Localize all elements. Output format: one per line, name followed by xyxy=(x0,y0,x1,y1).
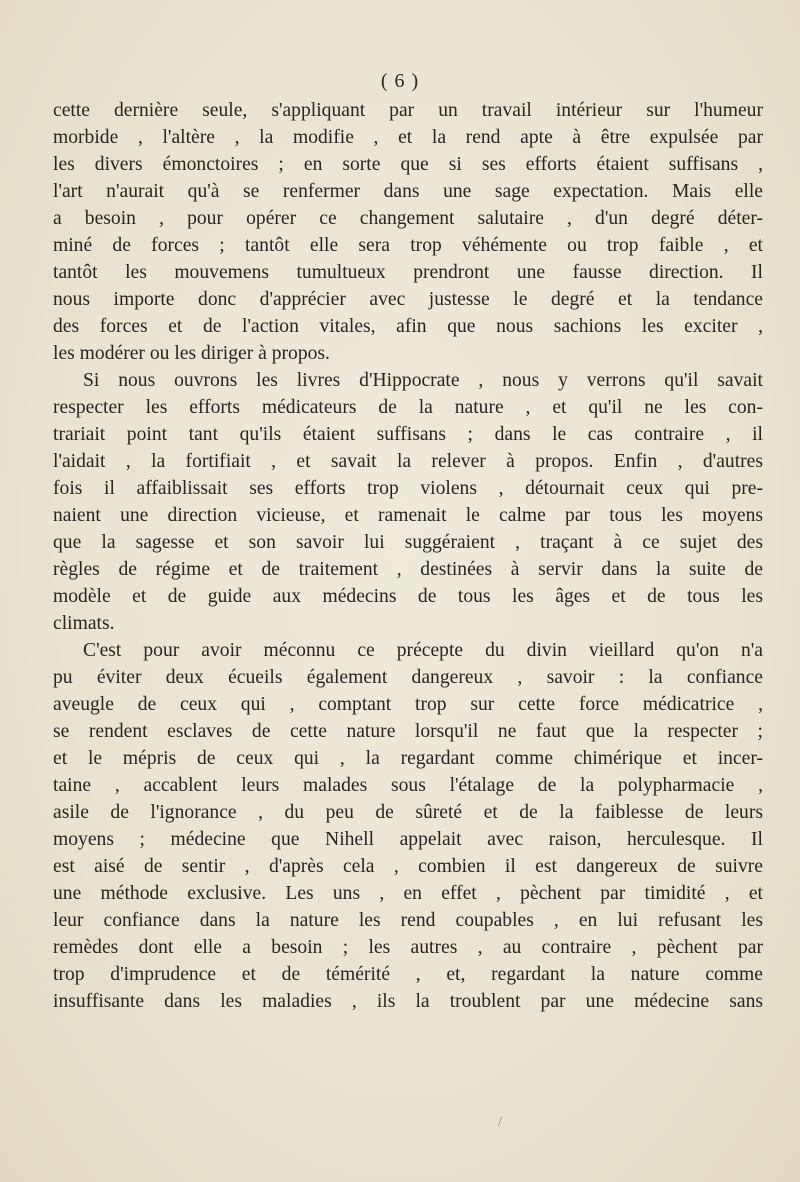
paragraph-start-line: Si nous ouvrons les livres d'Hippocrate , nous y verrons qu'il savait xyxy=(83,370,763,391)
text-line: miné de forces ; tantôt elle sera trop véhémente ou trop faible , et xyxy=(53,235,763,256)
text-line: trariait point tant qu'ils étaient suffisans ; dans le cas contraire , il xyxy=(53,424,763,445)
text-line: tantôt les mouvemens tumultueux prendront une fausse direction. Il xyxy=(53,262,763,283)
text-line: cette dernière seule, s'appliquant par un travail intérieur sur l'humeur xyxy=(53,100,763,121)
text-line: trop d'imprudence et de témérité , et, regardant la nature comme xyxy=(53,964,763,985)
text-line: leur confiance dans la nature les rend coupables , en lui refusant les xyxy=(53,910,763,931)
paragraph-end-line: les modérer ou les diriger à propos. xyxy=(53,343,330,364)
text-line: l'art n'aurait qu'à se renfermer dans une sage expectation. Mais elle xyxy=(53,181,763,202)
text-line: se rendent esclaves de cette nature lorsqu'il ne faut que la respecter ; xyxy=(53,721,763,742)
text-line: règles de régime et de traitement , destinées à servir dans la suite de xyxy=(53,559,763,580)
text-line: moyens ; médecine que Nihell appelait avec raison, herculesque. Il xyxy=(53,829,763,850)
page-number: ( 6 ) xyxy=(380,70,420,92)
text-line: naient une direction vicieuse, et ramenait le calme par tous les moyens xyxy=(53,505,763,526)
text-line: asile de l'ignorance , du peu de sûreté et de la faiblesse de leurs xyxy=(53,802,763,823)
paragraph-start-line: C'est pour avoir méconnu ce précepte du divin vieillard qu'on n'a xyxy=(83,640,763,661)
text-line: une méthode exclusive. Les uns , en effet , pèchent par timidité , et xyxy=(53,883,763,904)
text-line: respecter les efforts médicateurs de la nature , et qu'il ne les con- xyxy=(53,397,763,418)
text-line: que la sagesse et son savoir lui suggéraient , traçant à ce sujet des xyxy=(53,532,763,553)
text-line: taine , accablent leurs malades sous l'étalage de la polypharmacie , xyxy=(53,775,763,796)
text-line: remèdes dont elle a besoin ; les autres , au contraire , pèchent par xyxy=(53,937,763,958)
body-text xyxy=(53,97,763,1015)
text-line: est aisé de sentir , d'après cela , combien il est dangereux de suivre xyxy=(53,856,763,877)
text-line: nous importe donc d'apprécier avec justesse le degré et la tendance xyxy=(53,289,763,310)
text-line: les divers émonctoires ; en sorte que si ses efforts étaient suffisans , xyxy=(53,154,763,175)
text-line: a besoin , pour opérer ce changement salutaire , d'un degré déter- xyxy=(53,208,763,229)
text-line: morbide , l'altère , la modifie , et la rend apte à être expulsée par xyxy=(53,127,763,148)
text-line: et le mépris de ceux qui , la regardant comme chimérique et incer- xyxy=(53,748,763,769)
paragraph-end-line: climats. xyxy=(53,613,115,634)
footer-mark: / xyxy=(498,1115,502,1130)
text-line: insuffisante dans les maladies , ils la troublent par une médecine sans xyxy=(53,991,763,1012)
text-line: pu éviter deux écueils également dangereux , savoir : la confiance xyxy=(53,667,763,688)
text-line: l'aidait , la fortifiait , et savait la relever à propos. Enfin , d'autres xyxy=(53,451,763,472)
text-line: fois il affaiblissait ses efforts trop violens , détournait ceux qui pre- xyxy=(53,478,763,499)
text-line: modèle et de guide aux médecins de tous les âges et de tous les xyxy=(53,586,763,607)
text-line: des forces et de l'action vitales, afin que nous sachions les exciter , xyxy=(53,316,763,337)
text-line: aveugle de ceux qui , comptant trop sur cette force médicatrice , xyxy=(53,694,763,715)
